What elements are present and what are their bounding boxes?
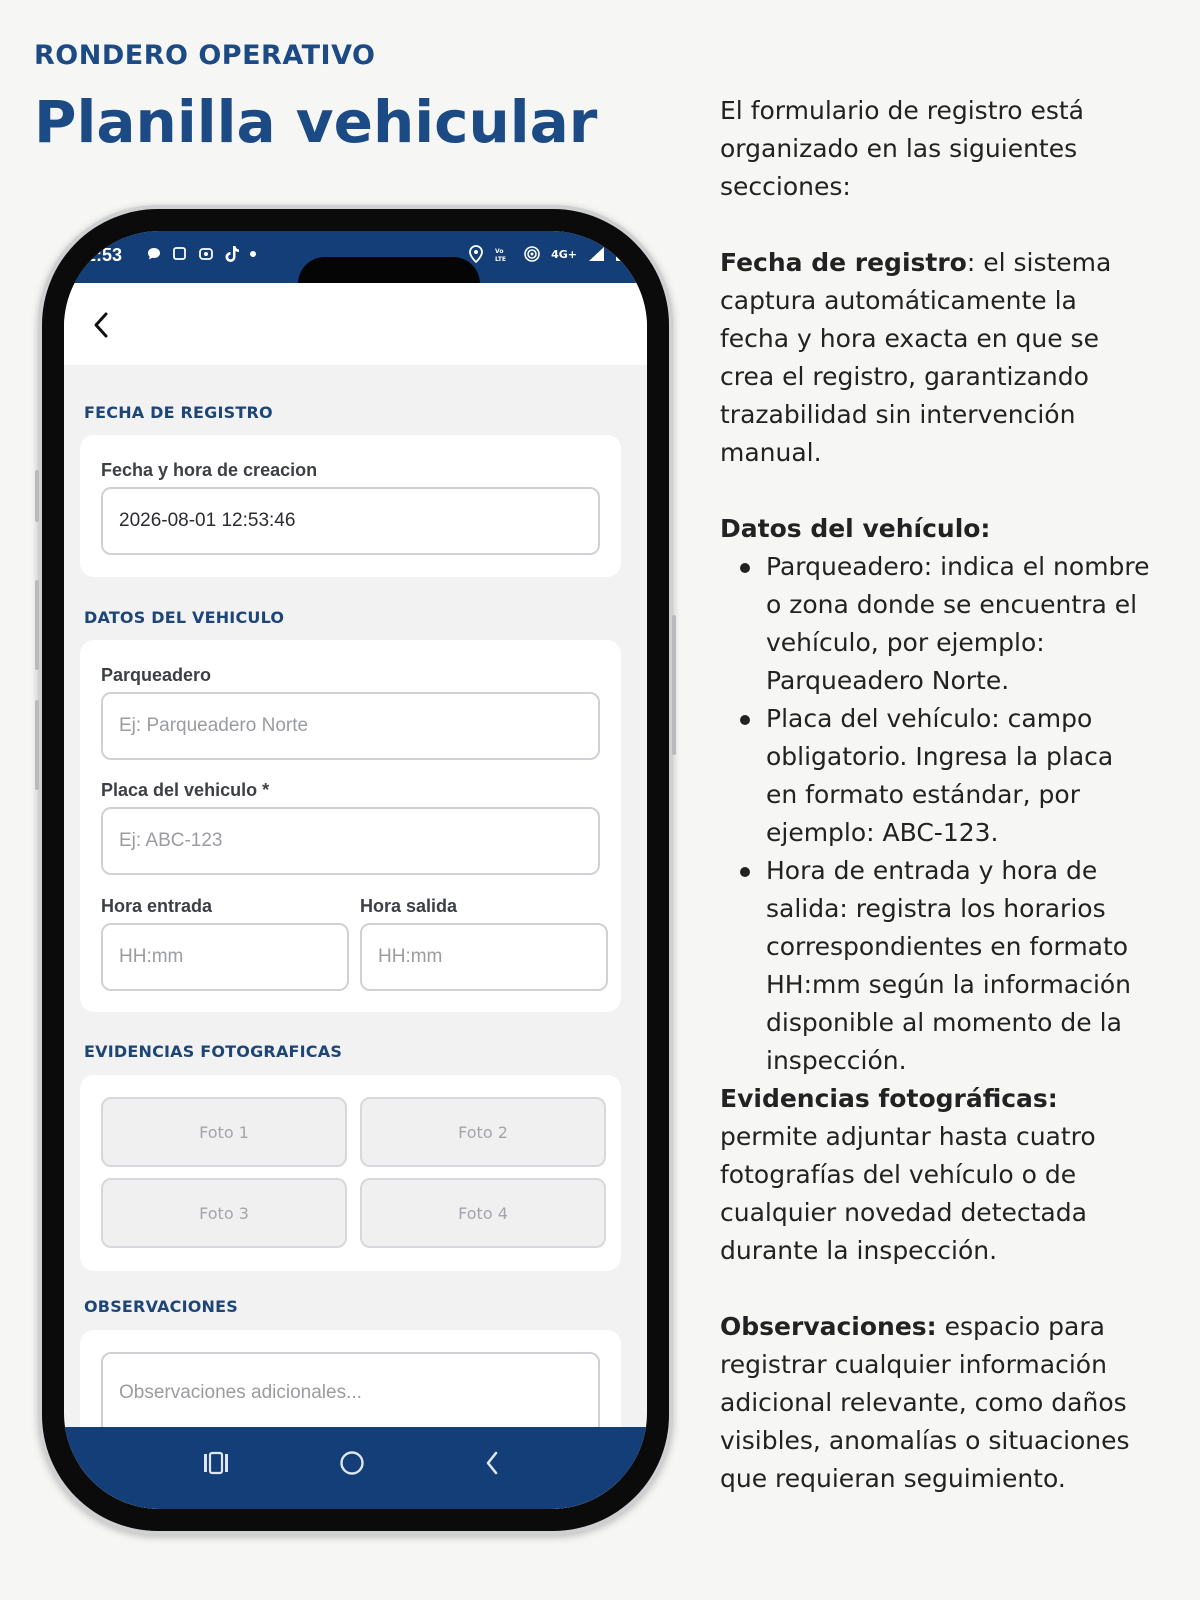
window-icon: [172, 246, 188, 262]
location-icon: [469, 245, 483, 263]
description-fecha: [720, 244, 1150, 472]
description-panel: [720, 92, 1150, 1498]
section-title-vehiculo: DATOS DEL VEHICULO: [84, 608, 285, 627]
photo-slot-4[interactable]: Foto 4: [360, 1178, 606, 1248]
navigation-bar: [64, 1427, 647, 1509]
svg-text:LTE: LTE: [495, 256, 507, 262]
label-hora-salida: Hora salida: [360, 896, 458, 916]
parqueadero-input[interactable]: [101, 692, 600, 760]
nav-recents-button[interactable]: [196, 1443, 236, 1483]
label-parqueadero: Parqueadero: [101, 665, 212, 685]
home-circle-icon: [339, 1450, 365, 1476]
photo-slot-3[interactable]: Foto 3: [101, 1178, 347, 1248]
evidencias-text: permite adjuntar hasta cuatro fotografías del vehículo o de cualquier novedad detectada durante la inspección.: [720, 1122, 1096, 1265]
chat-bubble-icon: [146, 246, 162, 262]
bullet-parqueadero: Parqueadero: indica el nombre o zona donde se encuentra el vehículo, por ejemplo: Parqueadero Norte.: [720, 548, 1150, 700]
phone-power-button: [672, 615, 676, 755]
chevron-left-icon: [92, 311, 110, 339]
battery-icon: [615, 246, 625, 262]
section-title-observaciones: OBSERVACIONES: [84, 1297, 238, 1316]
card-vehiculo: [80, 640, 621, 1012]
bullet-placa: Placa del vehículo: campo obligatorio. Ingresa la placa en formato estándar, por ejemplo: ABC-123.: [720, 700, 1150, 852]
evidencias-heading: Evidencias fotográficas:: [720, 1084, 1058, 1113]
fecha-field[interactable]: [101, 487, 600, 555]
observaciones-heading: Observaciones:: [720, 1312, 937, 1341]
cast-icon: [198, 246, 214, 262]
hotspot-icon: [523, 245, 541, 263]
network-type: 4G+: [551, 247, 577, 261]
app-bar: [64, 283, 647, 365]
nav-back-button[interactable]: [472, 1443, 512, 1483]
svg-text:Vo: Vo: [495, 248, 504, 255]
label-hora-entrada: Hora entrada: [101, 896, 213, 916]
page-kicker: RONDERO OPERATIVO: [34, 40, 376, 71]
status-notification-icons: [146, 245, 256, 263]
nav-back-icon: [484, 1450, 500, 1476]
datos-bullets: [720, 548, 1150, 1080]
description-evidencias: [720, 1080, 1150, 1270]
card-evidencias: [80, 1075, 621, 1271]
hora-entrada-input[interactable]: [101, 923, 349, 991]
phone-volume-down: [35, 700, 39, 790]
fecha-heading: Fecha de registro: [720, 248, 967, 277]
status-time: 2:53: [86, 245, 123, 265]
nav-home-button[interactable]: [330, 1443, 374, 1483]
notification-dot-icon: [250, 251, 256, 257]
page-title: Planilla vehicular: [34, 88, 598, 156]
phone-screen: [64, 231, 647, 1509]
recents-icon: [203, 1451, 229, 1475]
phone-volume-up: [35, 580, 39, 670]
bullet-horas: Hora de entrada y hora de salida: registra los horarios correspondientes en formato HH:mm según la información disponible al momento de la inspección.: [720, 852, 1150, 1080]
back-button[interactable]: [86, 307, 116, 343]
description-intro: El formulario de registro está organizado en las siguientes secciones:: [720, 96, 1085, 201]
placa-input[interactable]: [101, 807, 600, 875]
label-placa: Placa del vehiculo *: [101, 780, 270, 800]
section-title-fecha: FECHA DE REGISTRO: [84, 403, 273, 422]
volte-icon: [493, 246, 513, 262]
photo-slot-2[interactable]: Foto 2: [360, 1097, 606, 1167]
status-system-icons: [469, 245, 625, 263]
description-observaciones: [720, 1308, 1150, 1498]
fecha-text: : el sistema captura automáticamente la fecha y hora exacta en que se crea el registro, garantizando trazabilidad sin intervención manual.: [720, 248, 1112, 467]
hora-salida-input[interactable]: [360, 923, 608, 991]
phone-mockup: [38, 205, 673, 1535]
label-fecha: Fecha y hora de creacion: [101, 460, 318, 480]
signal-icon: [587, 246, 605, 262]
card-fecha: [80, 435, 621, 577]
observaciones-text: espacio para registrar cualquier información adicional relevante, como daños visibles, anomalías o situaciones que requieran seguimiento.: [720, 1312, 1130, 1493]
section-title-evidencias: EVIDENCIAS FOTOGRAFICAS: [84, 1042, 343, 1061]
phone-action-button: [35, 470, 39, 522]
photo-slot-1[interactable]: Foto 1: [101, 1097, 347, 1167]
datos-heading: Datos del vehículo:: [720, 514, 991, 543]
tiktok-icon: [224, 245, 240, 263]
